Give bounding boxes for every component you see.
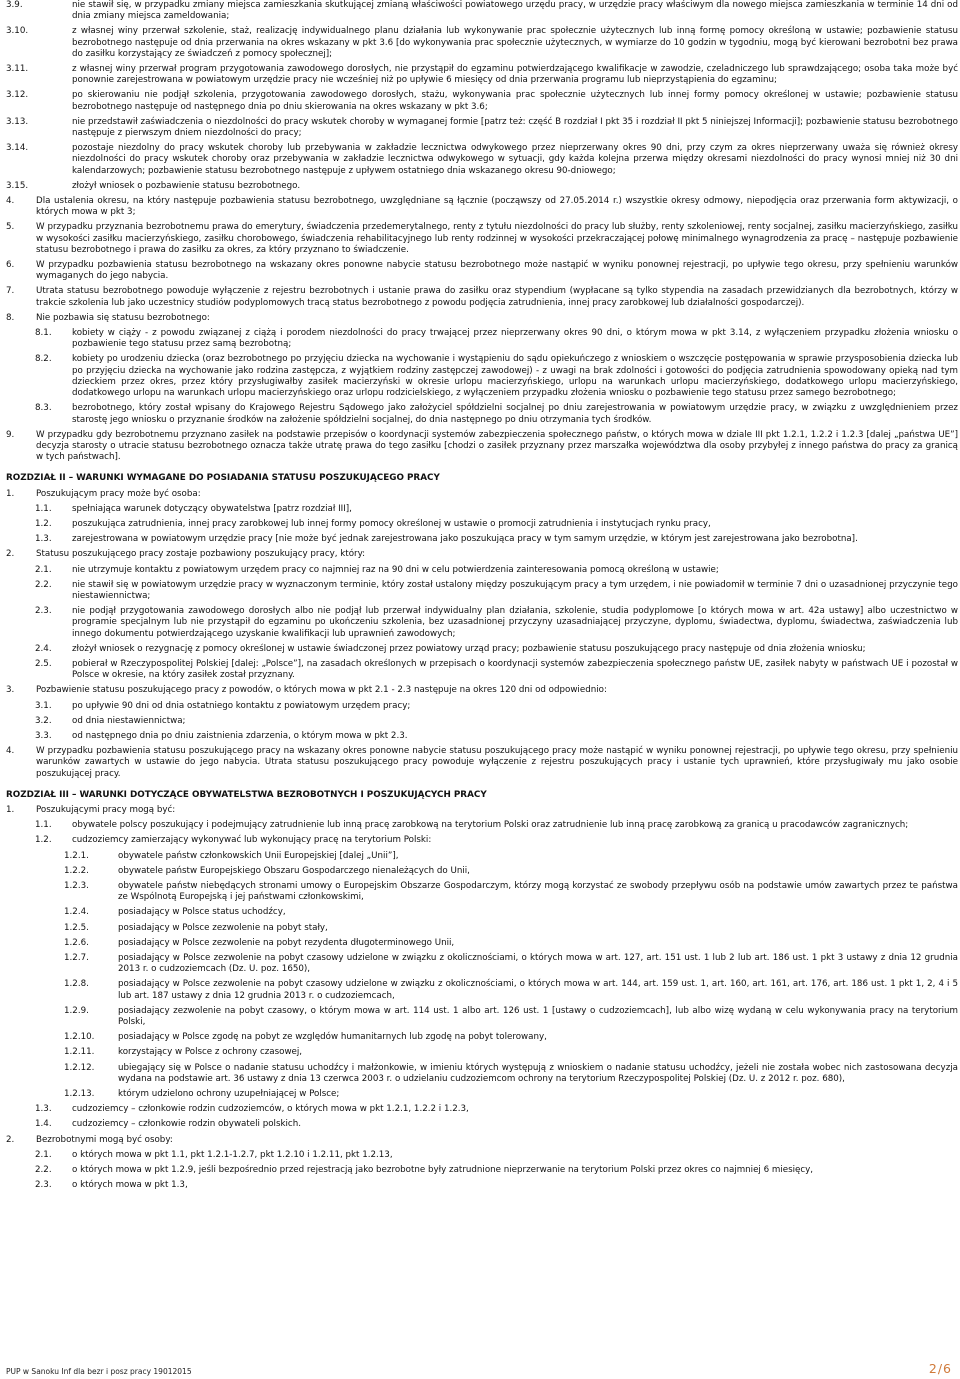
item-number: 9. <box>6 429 15 440</box>
item-text: bezrobotnego, który został wpisany do Krajowego Rejestru Sądowego jako założyciel spółdzielni socjalnej po dniu zarejestrowania w powiatowym urzędzie pracy, w związku z uwzględnieniem przez starostę jego wniosku o przyznanie środków na założenie spółdzielni socjalnej, do dnia następnego po dniu otrzymania tych środków. <box>72 403 958 425</box>
list-item <box>6 644 958 655</box>
list-item <box>6 685 958 696</box>
item-number: 3.11. <box>6 64 29 75</box>
item-text: obywatele państw niebędących stronami umowy o Europejskim Obszarze Gospodarczym, którzy mogą korzystać ze swobody przepływu osób na podstawie umów zawartych przez te państwa ze Wspólnotą Europejską i jej państwami członkowskimi, <box>118 881 958 903</box>
list-item <box>6 606 958 640</box>
item-text: po skierowaniu nie podjął szkolenia, przygotowania zawodowego dorosłych, stażu, wykonywania prac społecznie użytecznych lub innej formy pomocy określonej w ustawie; pozbawienie statusu bezrobotnego następuje od następnego dnia po dniu skierowania na okres wskazany w pkt 3.6; <box>72 90 958 112</box>
list-item <box>6 504 958 515</box>
list-item <box>6 659 958 681</box>
item-number: 1.1. <box>35 503 52 514</box>
list-item <box>6 313 958 324</box>
list-item <box>6 1135 958 1146</box>
item-number: 3.2. <box>35 715 52 726</box>
item-number: 2.1. <box>35 564 52 575</box>
item-text: Poszukującym pracy może być osoba: <box>36 488 201 499</box>
footer-document-label: PUP w Sanoku Inf dla bezr i posz pracy 19012015 <box>6 1367 192 1376</box>
item-number: 2.1. <box>35 1149 52 1160</box>
list-item <box>6 851 958 862</box>
item-number: 3.10. <box>6 26 29 37</box>
item-number: 3.14. <box>6 143 29 154</box>
item-text: o których mowa w pkt 1.1, pkt 1.2.1-1.2.7, pkt 1.2.10 i 1.2.11, pkt 1.2.13, <box>72 1149 393 1160</box>
list-item <box>6 881 958 903</box>
item-number: 7. <box>6 286 15 297</box>
item-text: korzystający w Polsce z ochrony czasowej, <box>118 1047 303 1058</box>
list-item <box>6 1032 958 1043</box>
list-item <box>6 580 958 602</box>
item-number: 5. <box>6 222 15 233</box>
item-number: 1.2.13. <box>64 1089 95 1100</box>
list-item <box>6 403 958 425</box>
item-number: 3.3. <box>35 730 52 741</box>
list-item <box>6 979 958 1001</box>
item-number: 1.2.4. <box>64 907 89 918</box>
list-item <box>6 565 958 576</box>
item-number: 1.2.1. <box>64 850 89 861</box>
list-item <box>6 1150 958 1161</box>
item-text: którym udzielono ochrony uzupełniającej w Polsce; <box>118 1089 340 1100</box>
item-number: 3. <box>6 685 15 696</box>
page-number: 2/6 <box>928 1361 952 1376</box>
item-text: poszukująca zatrudnienia, innej pracy zarobkowej lub innej formy pomocy określonej w ustawie o promocji zatrudnienia i instytucjach rynku pracy, <box>72 518 711 529</box>
item-text: zarejestrowana w powiatowym urzędzie pracy [nie może być jednak zarejestrowana jako poszukująca pracy w tym samym urzędzie, w którym jest zarejestrowana jako bezrobotna]. <box>72 534 858 545</box>
item-text: nie przedstawił zaświadczenia o niezdolności do pracy wskutek choroby w wymaganej formie [patrz też: część B rozdział I pkt 35 i rozdział II pkt 5 niniejszej Informacji]; pozbawienie statusu bezrobotnego następuje z pierwszym dniem niezdolności do pracy; <box>72 116 958 139</box>
item-number: 6. <box>6 260 15 271</box>
item-number: 2.3. <box>35 606 52 617</box>
item-text: posiadający w Polsce status uchodźcy, <box>118 907 286 918</box>
item-text: Dla ustalenia okresu, na który następuje pozbawienia statusu bezrobotnego, uwzględniane są łącznie (począwszy od 27.05.2014 r.) wszystkie okresy odmowy, niepodjęcia oraz przerwania form aktywizacji, o których mowa w pkt 3; <box>36 196 958 218</box>
item-text: posiadający zezwolenie na pobyt czasowy, o którym mowa w art. 114 ust. 1 albo art. 126 ust. 1 [ustawy o cudzoziemcach], lub albo wizę wydaną w celu wykonywania pracy na terytorium Polski, <box>118 1005 958 1028</box>
item-number: 3.9. <box>6 0 23 10</box>
item-number: 1. <box>6 488 15 499</box>
section-heading: ROZDZIAŁ III – WARUNKI DOTYCZĄCE OBYWATELSTWA BEZROBOTNYCH I POSZUKUJĄCYCH PRACY <box>6 789 487 800</box>
item-text: nie stawił się, w przypadku zmiany miejsca zamieszkania skutkującej zmianą właściwości powiatowego urzędu pracy, w urzędzie pracy właściwym dla nowego miejsca zamieszkania w terminie 14 dni od dnia zmiany miejsca zameldowania; <box>72 0 958 22</box>
item-text: od dnia niestawiennictwa; <box>72 715 186 726</box>
item-number: 8. <box>6 312 15 323</box>
list-item <box>6 1006 958 1028</box>
list-item <box>6 1047 958 1058</box>
item-text: Nie pozbawia się statusu bezrobotnego: <box>36 312 210 323</box>
list-item <box>6 519 958 530</box>
list-item <box>6 835 958 846</box>
list-item <box>6 1180 958 1191</box>
item-text: W przypadku pozbawienia statusu poszukującego pracy na wskazany okres ponowne nabycie statusu poszukującego pracy może nastąpić w wyniku ponownej rejestracji, po upływie tego okresu, przy spełnieniu warunków zawartych w ustawie do jego nabycia. Utrata statusu poszukującego pracy powoduje wyłączenie z rejestru poszukujących pracy i ustanie tych uprawnień, które przysługiwały mu jako osobie poszukującej pracy. <box>36 746 958 779</box>
list-item <box>6 953 958 975</box>
item-text: po upływie 90 dni od dnia ostatniego kontaktu z powiatowym urzędem pracy; <box>72 700 411 711</box>
item-text: o których mowa w pkt 1.3, <box>72 1180 188 1191</box>
list-item <box>6 923 958 934</box>
item-number: 2. <box>6 1134 15 1145</box>
list-item <box>6 1119 958 1130</box>
page-footer <box>6 1360 952 1376</box>
list-item <box>6 534 958 545</box>
item-number: 4. <box>6 196 15 207</box>
list-item <box>6 866 958 877</box>
item-number: 4. <box>6 746 15 757</box>
item-text: Pozbawienie statusu poszukującego pracy z powodów, o których mowa w pkt 2.1 - 2.3 następuje na okres 120 dni od odpowiednio: <box>36 685 607 696</box>
list-item <box>6 907 958 918</box>
item-text: posiadający w Polsce zezwolenie na pobyt rezydenta długoterminowego Unii, <box>118 937 455 948</box>
item-number: 1.2.3. <box>64 881 89 891</box>
list-item <box>6 716 958 727</box>
item-text: posiadający w Polsce zezwolenie na pobyt czasowy udzielone w związku z okolicznościami, o których mowa w art. 144, art. 159 ust. 1, art. 160, art. 161, art. 176, art. 186 ust. 1 pkt 1, 2, 4 i 5 lub art. 187 ustawy z dnia 12 grudnia 2013 r. o cudzoziemcach, <box>118 979 958 1001</box>
item-text: W przypadku pozbawienia statusu bezrobotnego na wskazany okres ponowne nabycie statusu bezrobotnego może nastąpić w wyniku ponownej rejestracji, po upływie tego okresu, przy spełnieniu warunków wymaganych do jego nabycia. <box>36 260 958 282</box>
item-text: obywatele polscy poszukujący i podejmujący zatrudnienie lub inną pracę zarobkową na terytorium Polski oraz zatrudnienie lub inną pracę zarobkową za granicą u pracodawców zagranicznych; <box>72 820 909 831</box>
list-item <box>6 90 958 112</box>
item-number: 1.3. <box>35 1104 52 1115</box>
item-text: od następnego dnia po dniu zaistnienia zdarzenia, o którym mowa w pkt 2.3. <box>72 730 408 741</box>
item-text: posiadający w Polsce zgodę na pobyt ze względów humanitarnych lub zgodę na pobyt tolerowany, <box>118 1032 547 1043</box>
list-item <box>6 26 958 60</box>
item-number: 1.2.6. <box>64 937 89 948</box>
item-number: 8.2. <box>35 354 52 365</box>
item-number: 1.2.9. <box>64 1005 89 1016</box>
item-number: 1.2.2. <box>64 865 89 876</box>
item-number: 1.2.8. <box>64 979 89 990</box>
list-item <box>6 0 958 22</box>
item-number: 1.2.11. <box>64 1047 95 1058</box>
item-text: pozostaje niezdolny do pracy wskutek choroby lub przebywania w zakładzie lecznictwa odwykowego przez nieprzerwany okres 90 dni, przy czym za okres nieprzerwany uważa się również okresy niezdolności do pracy wskutek choroby oraz przebywania w zakładzie lecznictwa odwykowego w sytuacji, gdy każda kolejna przerwa między okresami niezdolności do pracy wynosi mniej niż 30 dni kalendarzowych; pozbawienie statusu bezrobotnego następuje z upływem ostatniego dnia wskazanego okresu 90-dniowego; <box>72 143 958 176</box>
item-number: 2. <box>6 549 15 560</box>
item-number: 1.2.10. <box>64 1032 95 1043</box>
item-text: nie podjął przygotowania zawodowego dorosłych albo nie podjął lub przerwał indywidualny plan działania, szkolenie, studia podyplomowe [o których mowa w art. 42a ustawy] albo uczestnictwo w programie specjalnym lub nie przystąpił do egzaminu po ukończeniu szkolenia, bez uzasadnionej przyczyny uzasadniającej przyczyne, dyplomu, świadectwa, dyplomu, świadectwa, zaświadczenia lub innego dokumentu potwierdzającego uzyskanie kwalifikacji lub uprawnień zawodowych; <box>72 606 958 639</box>
item-text: kobiety po urodzeniu dziecka (oraz bezrobotnego po przyjęciu dziecka na wychowanie i wystąpieniu do sądu opiekuńczego z wnioskiem o wszczęcie postępowania w sprawie przysposobienia dziecka lub po przyjęciu dziecka na wychowanie jako rodzina zastępcza, z wyjątkiem rodziny zastępczej zawodowej) - z uwagi na brak zdolności i gotowości do podjęcia zatrudnienia spowodowany opieką nad tym dzieckiem przez okres, przez który przysługiwałby zasiłek macierzyński w okresie urlopu macierzyńskiego, urlopu na warunkach urlopu macierzyńskiego, dodatkowego urlopu macierzyńskiego, dodatkowego urlopu na warunkach urlopu macierzyńskiego oraz urlopu rodzicielskiego, z wyłączeniem przypadku złożenia wniosku o pozbawienie tego statusu przez samego bezrobotnego; <box>72 354 958 399</box>
list-item <box>6 938 958 949</box>
item-text: W przypadku gdy bezrobotnemu przyznano zasiłek na podstawie przepisów o koordynacji systemów zabezpieczenia społecznego państw, o których mowa w dziale III pkt 1.2.1, 1.2.2 i 1.2.3 [dalej „państwa UE”] decyzja starosty o utracie statusu bezrobotnego oznacza także utratę prawa do tego zasiłku [chodzi o zasiłek przyznany przez marszałka województwa dla osoby przybyłej z innego państwa do pracy za granicą w tych państwach]. <box>36 429 958 463</box>
list-item <box>6 430 958 464</box>
list-item <box>6 701 958 712</box>
item-number: 1.3. <box>35 534 52 545</box>
list-item <box>6 222 958 256</box>
list-item <box>6 64 958 86</box>
item-number: 3.13. <box>6 116 29 127</box>
list-item <box>6 549 958 560</box>
item-number: 1.2.12. <box>64 1062 95 1073</box>
list-item <box>6 196 958 218</box>
list-item <box>6 286 958 308</box>
item-text: złożył wniosek o pozbawienie statusu bezrobotnego. <box>72 180 301 191</box>
item-text: cudzoziemcy zamierzający wykonywać lub wykonujący pracę na terytorium Polski: <box>72 835 432 846</box>
item-text: o których mowa w pkt 1.2.9, jeśli bezpośrednio przed rejestracją jako bezrobotne były zatrudnione nieprzerwanie na terytorium Polski przez okres co najmniej 6 miesięcy, <box>72 1165 814 1176</box>
list-item <box>6 181 958 192</box>
item-text: obywatele państw Europejskiego Obszaru Gospodarczego nienależących do Unii, <box>118 865 470 876</box>
item-text: nie utrzymuje kontaktu z powiatowym urzędem pracy co najmniej raz na 90 dni w celu potwierdzenia zainteresowania pomocą określoną w ustawie; <box>72 564 719 575</box>
item-number: 8.1. <box>35 328 52 339</box>
item-number: 3.15. <box>6 180 29 191</box>
item-text: cudzoziemcy – członkowie rodzin obywateli polskich. <box>72 1119 301 1130</box>
item-text: z własnej winy przerwał program przygotowania zawodowego dorosłych, nie przystąpił do egzaminu potwierdzającego kwalifikacje w zawodzie, czeladniczego lub sprawdzającego; osoba taka może być ponownie zarejestrowana w powiatowym urzędzie pracy nie wcześniej niż po upływie 6 miesięcy od dnia przerwania programu lub nieprzystąpienia do egzaminu; <box>72 64 958 86</box>
list-item <box>6 746 958 780</box>
list-item <box>6 489 958 500</box>
item-number: 1.2.5. <box>64 922 89 933</box>
item-text: nie stawił się w powiatowym urzędzie pracy w wyznaczonym terminie, który został ustalony między poszukującym pracy a tym urzędem, i nie powiadomił w terminie 7 dni o uzasadnionej przyczynie tego niestawiennictwa; <box>72 579 958 601</box>
item-number: 1.2. <box>35 518 52 529</box>
list-item <box>6 260 958 282</box>
item-text: Statusu poszukującego pracy zostaje pozbawiony poszukujący pracy, który: <box>36 549 366 560</box>
item-number: 2.2. <box>35 579 52 590</box>
item-text: pobierał w Rzeczypospolitej Polskiej [dalej: „Polsce”], na zasadach określonych w przepisach o koordynacji systemów zabezpieczenia społecznego państw UE, zasiłek nabyty w państwach UE i pozostał w Polsce w okresie, na który zasiłek został przyznany. <box>72 658 958 681</box>
list-item <box>6 328 958 350</box>
item-number: 1.2.7. <box>64 953 89 964</box>
item-text: kobiety w ciąży - z powodu związanej z ciążą i porodem niezdolności do pracy trwającej przez nieprzerwany okres 90 dni, o którym mowa w pkt 3.14, z wyłączeniem przypadku złożenia wniosku o pozbawienie tego statusu przez samą bezrobotną; <box>72 328 958 350</box>
list-item <box>6 1089 958 1100</box>
item-text: W przypadku przyznania bezrobotnemu prawa do emerytury, świadczenia przedemerytalnego, renty z tytułu niezdolności do pracy lub służby, renty szkoleniowej, renty socjalnej, zasiłku macierzyńskiego, zasiłku w wysokości zasiłku macierzyńskiego, zasiłku chorobowego, świadczenia rehabilitacyjnego lub renty rodzinnej w wysokości przekraczającej połowę minimalnego wynagrodzenia za pracę – następuje pozbawienie statusu bezrobotnego i prawa do zasiłku za okres, za który przyznano to świadczenie. <box>36 222 958 255</box>
list-item <box>6 1104 958 1115</box>
item-number: 1.4. <box>35 1119 52 1130</box>
item-number: 1. <box>6 804 15 815</box>
list-item <box>6 117 958 139</box>
list-item <box>6 354 958 399</box>
list-item <box>6 143 958 177</box>
item-number: 8.3. <box>35 403 52 414</box>
list-item <box>6 1063 958 1085</box>
item-text: cudzoziemcy – członkowie rodzin cudzoziemców, o których mowa w pkt 1.2.1, 1.2.2 i 1.2.3, <box>72 1104 469 1115</box>
item-number: 2.2. <box>35 1165 52 1176</box>
item-text: spełniająca warunek dotyczący obywatelstwa [patrz rozdział III], <box>72 503 352 514</box>
item-number: 3.12. <box>6 90 29 101</box>
list-item <box>6 820 958 831</box>
item-text: Utrata statusu bezrobotnego powoduje wyłączenie z rejestru bezrobotnych i ustanie prawa do zasiłku oraz stypendium (wypłacane są tylko stypendia na zasadach przewidzianych dla bezrobotnych, którzy w trakcie szkolenia lub jako uczestnicy studiów podyplomowych tracą status bezrobotnego z powodu podjęcia zatrudnienia, innej pracy zarobkowej lub działalności gospodarczej). <box>36 286 958 308</box>
item-text: złożył wniosek o rezygnację z pomocy określonej w ustawie świadczonej przez powiatowy urząd pracy; pozbawienie statusu poszukującego pracy następuje od dnia złożenia wniosku; <box>72 643 866 654</box>
item-text: Poszukującymi pracy mogą być: <box>36 804 176 815</box>
document-body <box>6 0 958 1191</box>
item-number: 1.1. <box>35 820 52 831</box>
item-number: 2.5. <box>35 658 52 669</box>
item-text: posiadający w Polsce zezwolenie na pobyt stały, <box>118 922 328 933</box>
item-number: 3.1. <box>35 700 52 711</box>
item-text: ubiegający się w Polsce o nadanie statusu uchodźcy i małżonkowie, w imieniu których występują z wnioskiem o nadanie statusu uchodźcy, jeżeli nie została wobec nich zastosowana decyzja wydana na podstawie art. 36 ustawy z dnia 13 czerwca 2003 r. o udzielaniu cudzoziemcom ochrony na terytorium Rzeczypospolitej Polskiej (Dz. U. z 2012 r. poz. 680), <box>118 1062 958 1084</box>
item-number: 1.2. <box>35 835 52 846</box>
item-text: Bezrobotnymi mogą być osoby: <box>36 1134 173 1145</box>
item-text: z własnej winy przerwał szkolenie, staż, realizację indywidualnego planu działania lub wykonywanie prac społecznie użytecznych lub inną formę pomocy określoną w ustawie; pozbawienie statusu bezrobotnego następuje od dnia przerwania na okres wskazany w pkt 3.6 [do wykonywania prac społecznie użytecznych, w wymiarze do 10 godzin w tygodniu, mogą być kierowani bezrobotni bez prawa do zasiłku korzystający ze świadczeń z pomocy społecznej]; <box>72 26 958 59</box>
item-number: 2.3. <box>35 1180 52 1191</box>
list-item <box>6 731 958 742</box>
list-item <box>6 805 958 816</box>
item-text: posiadający w Polsce zezwolenie na pobyt czasowy udzielone w związku z okolicznościami, o których mowa w art. 127, art. 151 ust. 1 lub 2 lub art. 186 ust. 1 pkt 3 ustawy z dnia 12 grudnia 2013 r. o cudzoziemcach (Dz. U. poz. 1650), <box>118 953 958 975</box>
section-heading: ROZDZIAŁ II – WARUNKI WYMAGANE DO POSIADANIA STATUSU POSZUKUJĄCEGO PRACY <box>6 473 440 484</box>
item-number: 2.4. <box>35 643 52 654</box>
list-item <box>6 1165 958 1176</box>
item-text: obywatele państw członkowskich Unii Europejskiej [dalej „Unii”], <box>118 850 399 861</box>
